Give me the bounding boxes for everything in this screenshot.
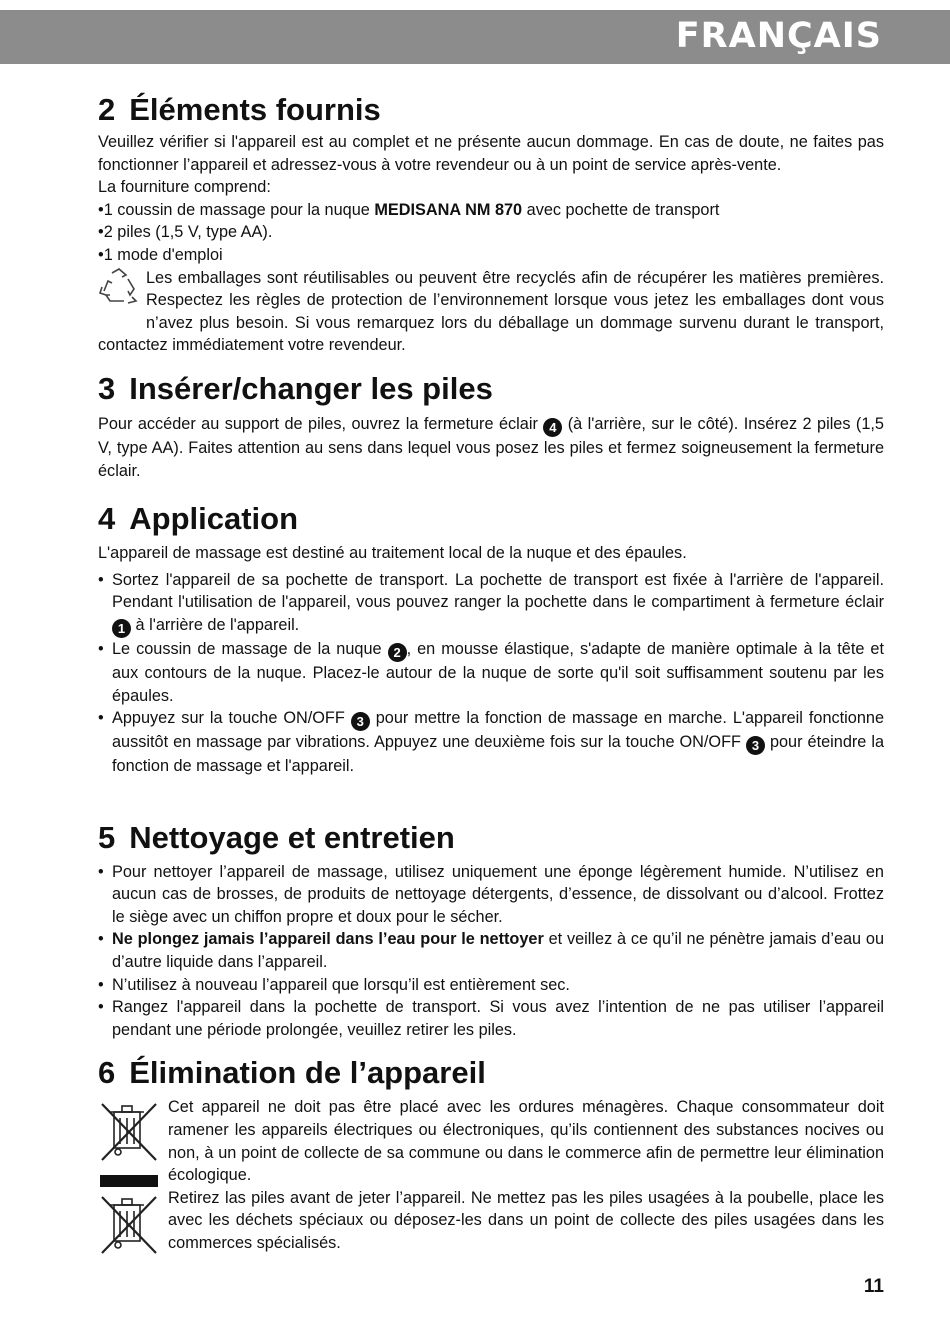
list-item (98, 569, 884, 638)
crossed-out-wheelie-bin-icon (98, 1100, 160, 1169)
reference-number-badge: 3 (746, 736, 765, 755)
item-text: Pour nettoyer l’appareil de massage, utilisez uniquement une éponge légèrement humide. N’utilisez en aucun cas de brosses, de produits de nettoyage détergents, d’essence, de dissolvant ou d’alcool. Frottez le siège avec un chiffon propre et doux pour le sécher. (112, 862, 884, 926)
supply-label: La fourniture comprend: (98, 178, 271, 197)
section-inserer-piles (98, 371, 884, 482)
item-text: 2 piles (1,5 V, type AA). (103, 223, 273, 242)
section-application (98, 501, 884, 778)
page-number: 11 (863, 1276, 884, 1297)
section-heading (98, 371, 884, 407)
section-title: Insérer/changer les piles (129, 370, 493, 406)
reference-number-badge: 2 (388, 643, 407, 662)
list-item (98, 861, 884, 929)
item-text: avec pochette de transport (522, 200, 720, 219)
item-text: Sortez l'appareil de sa pochette de transport. La pochette de transport est fixée à l'arrière de l'appareil. Pendant l'utilisation de l'appareil, vous pouvez ranger la pochette dans le compartiment à fermeture éclair (112, 570, 884, 612)
disposal-paragraph: Cet appareil ne doit pas être placé avec les ordures ménagères. Chaque consommateur doit ramener les appareils électriques ou électroniques, qu’ils contiennent des substances nocives ou non, à un point de collecte de sa commune ou dans le commerce afin de permettre leur élimination écologique. (168, 1098, 884, 1185)
item-text: pour éteindre la fonction de massage et l'appareil. (112, 733, 884, 776)
item-text: N’utilisez à nouveau l’appareil que lorsqu’il est entièrement sec. (112, 975, 570, 994)
section-title: Application (129, 501, 299, 537)
disposal-icons (98, 1100, 160, 1262)
section-elimination (98, 1055, 884, 1254)
header-band (0, 10, 950, 64)
page-content (98, 92, 884, 1255)
list-item (98, 996, 884, 1041)
section-number: 2 (98, 92, 116, 127)
crossed-out-bin-battery-icon (98, 1193, 160, 1262)
section-heading (98, 92, 884, 128)
section-nettoyage (98, 820, 884, 1042)
recycling-symbol-icon (98, 267, 140, 314)
paragraph-text: (à l'arrière, sur le côté). Insérez 2 piles (1,5 V, type AA). Faites attention au sens dans lequel vous posez les piles et fermez soigneusement la fermeture éclair. (98, 414, 884, 480)
item-text: , en mousse élastique, s'adapte de manière optimale à la tête et aux contours de la nuque. Placez-le autour de la nuque de sorte qu'il soit suffisamment soutenu par les épaules. (112, 639, 884, 705)
section-number: 6 (98, 1055, 116, 1091)
list-item (98, 221, 884, 244)
reference-number-badge: 4 (543, 418, 562, 437)
section-number: 3 (98, 370, 116, 406)
section-number: 4 (98, 501, 116, 537)
section-heading (98, 501, 884, 537)
item-text: à l'arrière de l'appareil. (131, 615, 300, 634)
section-elements-fournis (98, 92, 884, 357)
list-item (98, 199, 884, 222)
section-heading (98, 820, 884, 856)
list-item (98, 638, 884, 707)
intro-paragraph: Veuillez vérifier si l'appareil est au complet et ne présente aucun dommage. En cas de doute, ne faites pas fonctionner l’appareil et adressez-vous à votre revendeur ou à un point de service après-vente. (98, 133, 884, 174)
section-heading (98, 1055, 884, 1091)
product-name: MEDISANA NM 870 (374, 200, 523, 219)
list-item (98, 244, 884, 267)
item-text: pour mettre la fonction de massage en marche. L'appareil fonctionne aussitôt en massage par vibrations. Appuyez une deuxième fois sur la touche ON/OFF (112, 709, 885, 752)
cleaning-list (98, 861, 884, 1042)
item-text: 1 coussin de massage pour la nuque (103, 200, 375, 219)
supply-list (98, 199, 884, 267)
reference-number-badge: 3 (351, 712, 370, 731)
warning-text: Ne plongez jamais l’appareil dans l’eau pour le nettoyer (112, 930, 544, 949)
intro-paragraph: L'appareil de massage est destiné au traitement local de la nuque et des épaules. (98, 544, 687, 563)
black-bar-symbol (100, 1175, 158, 1187)
section-number: 5 (98, 819, 116, 855)
section-title: Nettoyage et entretien (129, 819, 455, 855)
item-text: Appuyez sur la touche ON/OFF (112, 709, 351, 728)
application-list (98, 569, 884, 778)
disposal-text (168, 1096, 884, 1254)
language-label: FRANÇAIS (675, 16, 882, 56)
section-title: Élimination de l’appareil (129, 1055, 486, 1091)
item-text: Rangez l'appareil dans la pochette de transport. Si vous avez l’intention de ne pas utiliser l’appareil pendant une période prolongée, veuillez retirer les piles. (112, 998, 884, 1039)
reference-number-badge: 1 (112, 619, 131, 638)
item-text: et veillez à ce qu’il ne pénètre jamais d’eau ou d’autre liquide dans l’appareil. (112, 930, 884, 972)
battery-paragraph (98, 413, 884, 482)
list-item (98, 707, 884, 778)
item-text: 1 mode d'emploi (103, 245, 223, 264)
list-item (98, 928, 884, 973)
recycling-paragraph (98, 267, 884, 357)
battery-disposal-paragraph: Retirez las piles avant de jeter l’appareil. Ne mettez pas les piles usagées à la poubelle, place les avec les déchets spéciaux ou déposez-les dans un point de collecte des piles usagées dans les commerces spécialisés. (168, 1188, 884, 1252)
recycling-text: Les emballages sont réutilisables ou peuvent être recyclés afin de récupérer les matières premières. Respectez les règles de protection de l’environnement lorsque vous jetez les emballages dont vous n’avez plus besoin. Si vous remarquez lors du déballage un dommage survenu durant le transport, contactez immédiatement votre revendeur. (98, 268, 884, 355)
item-text: Le coussin de massage de la nuque (112, 639, 388, 658)
paragraph-text: Pour accéder au support de piles, ouvrez la fermeture éclair (98, 414, 544, 433)
list-item (98, 974, 884, 997)
section-title: Éléments fournis (129, 92, 381, 127)
disposal-block (98, 1096, 884, 1254)
